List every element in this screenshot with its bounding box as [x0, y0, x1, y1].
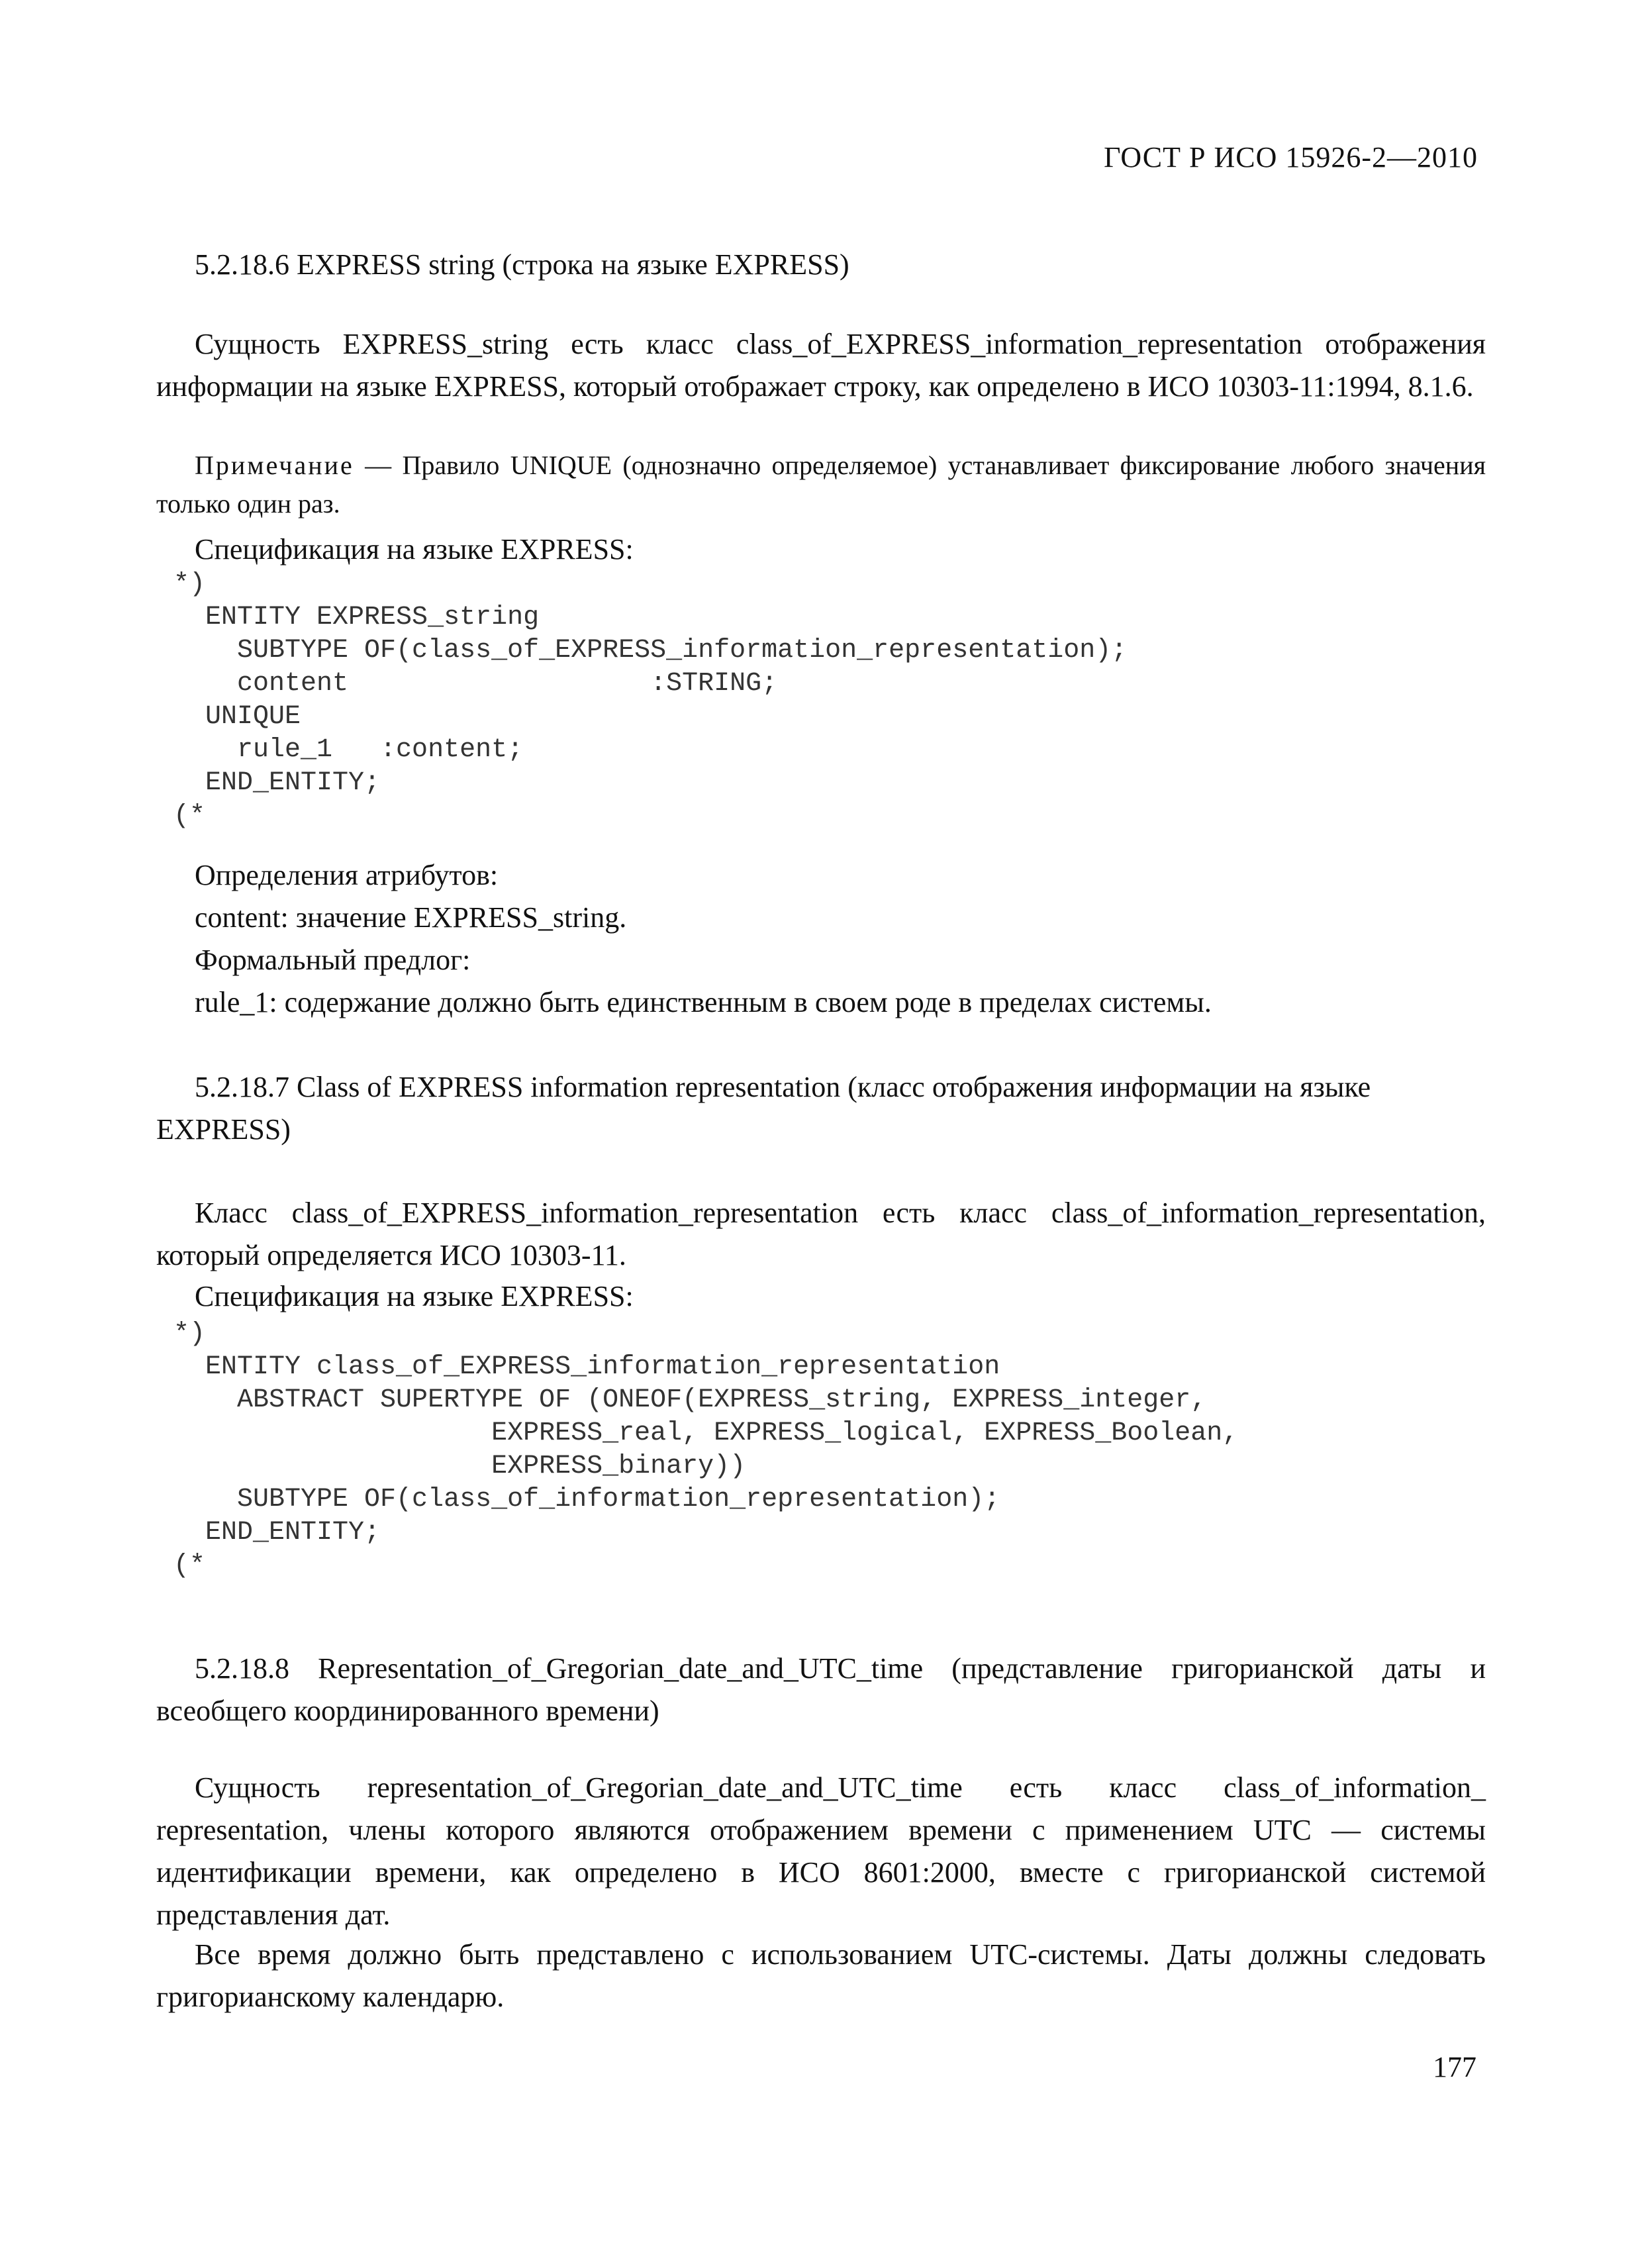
standard-designation: ГОСТ Р ИСО 15926-2—2010: [1104, 141, 1478, 173]
express-code-class-of-express-information-representation: *) ENTITY class_of_EXPRESS_information_representation ABSTRACT SUPERTYPE OF (ONEOF(EXPRESS_string, EXPRESS_integer, EXPRESS_real, EXPRESS_logical, EXPRESS_Boolean, EXPRESS_binary)) SUBTYPE OF(class_of_information_representation); END_ENTITY; (*: [173, 1319, 1239, 1581]
spec-label-1: Спецификация на языке EXPRESS:: [195, 533, 634, 566]
note-text: — Правило UNIQUE (однозначно определяемое) устанавливает фиксирование любого значения только один раз.: [156, 450, 1486, 518]
formal-heading: Формальный предлог:: [195, 944, 471, 976]
section-heading-5-2-18-7: [156, 1066, 1486, 1151]
formal-rule: rule_1: содержание должно быть единственным в своем роде в пределах системы.: [195, 986, 1212, 1018]
page-number: 177: [1433, 2051, 1476, 2083]
heading-line-1: 5.2.18.7 Class of EXPRESS information representation (класс отображения информации на языке: [195, 1071, 1371, 1103]
attr-content: content: значение EXPRESS_string.: [195, 901, 627, 934]
section-heading-5-2-18-8: 5.2.18.8 Representation_of_Gregorian_date_and_UTC_time (представление григорианской даты и всеобщего координированного времени): [156, 1652, 1486, 1727]
attr-heading: Определения атрибутов:: [195, 859, 499, 891]
note: [156, 446, 1486, 523]
spec-label-2: Спецификация на языке EXPRESS:: [195, 1280, 634, 1312]
note-label: Примечание: [195, 450, 354, 480]
express-code-express-string: *) ENTITY EXPRESS_string SUBTYPE OF(class_of_EXPRESS_information_representation); content :STRING; UNIQUE rule_1 :content; END_ENTITY; (*: [173, 569, 1128, 831]
section-body-5-2-18-6: Сущность EXPRESS_string есть класс class_of_EXPRESS_information_representation отображения информации на языке EXPRESS, который отображает строку, как определено в ИСО 10303-11:1994, 8.1.6.: [156, 328, 1486, 403]
attribute-definitions: [156, 854, 1486, 1024]
heading-line-2: EXPRESS): [156, 1113, 291, 1146]
section-heading-5-2-18-6: 5.2.18.6 EXPRESS string (строка на языке EXPRESS): [195, 248, 849, 281]
section-body-5-2-18-8-p2: Все время должно быть представлено с использованием UTC-системы. Даты должны следовать григорианскому календарю.: [156, 1938, 1486, 2013]
section-body-5-2-18-8-p1: Сущность representation_of_Gregorian_date_and_UTC_time есть класс class_of_information_ representation, члены которого являются отображением времени с применением UTC — системы идентификации времени, как определено в ИСО 8601:2000, вместе с григорианской системой представления дат.: [156, 1771, 1486, 1931]
section-body-5-2-18-7: Класс class_of_EXPRESS_information_representation есть класс class_of_information_representation, который определяется ИСО 10303-11.: [156, 1197, 1486, 1271]
